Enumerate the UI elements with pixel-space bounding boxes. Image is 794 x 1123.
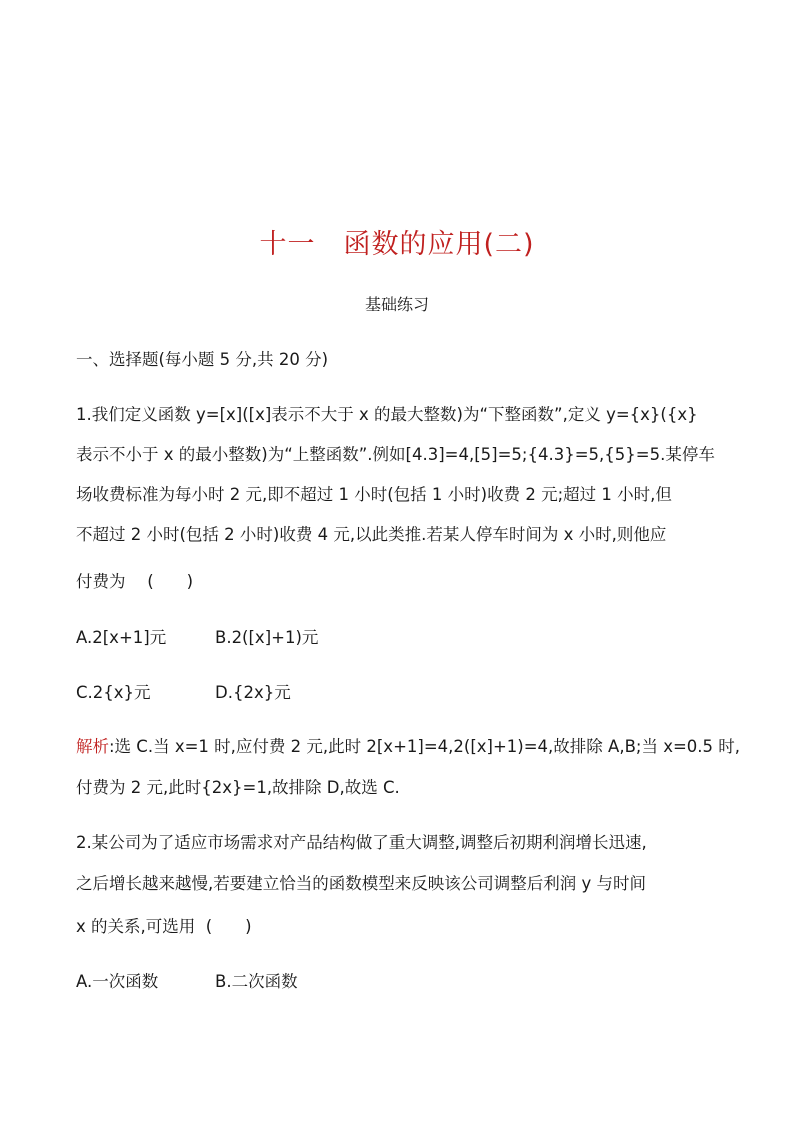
analysis-line-1 <box>76 733 740 757</box>
question-1-line-3: 场收费标准为每小时 2 元,即不超过 1 小时(包括 1 小时)收费 2 元;超过 1 小时,但 <box>76 485 672 504</box>
question-2-line-3: x 的关系,可选用 ( ) <box>76 917 252 936</box>
option-d: D.{2x}元 <box>215 683 291 702</box>
option-a: A.2[x+1]元 <box>76 628 167 647</box>
analysis-text: :选 C.当 x=1 时,应付费 2 元,此时 2[x+1]=4,2([x]+1)=4,故排除 A,B;当 x=0.5 时, <box>109 737 741 756</box>
q2-option-a: A.一次函数 <box>76 972 159 991</box>
q2-option-b: B.二次函数 <box>215 972 298 991</box>
question-1-line-5: 付费为 ( ) <box>76 572 194 591</box>
question-1-line-4: 不超过 2 小时(包括 2 小时)收费 4 元,以此类推.若某人停车时间为 x 小时,则他应 <box>76 525 667 544</box>
question-2-line-2: 之后增长越来越慢,若要建立恰当的函数模型来反映该公司调整后利润 y 与时间 <box>76 874 646 893</box>
question-2-line-1: 2.某公司为了适应市场需求对产品结构做了重大调整,调整后初期利润增长迅速, <box>76 833 647 852</box>
question-1-line-2: 表示不小于 x 的最小整数)为“上整函数”.例如[4.3]=4,[5]=5;{4.3}=5,{5}=5.某停车 <box>76 445 715 464</box>
page-subtitle: 基础练习 <box>364 295 429 314</box>
question-1-line-1: 1.我们定义函数 y=[x]([x]表示不大于 x 的最大整数)为“下整函数”,定义 y={x}({x} <box>76 405 698 424</box>
analysis-label: 解析 <box>76 737 109 756</box>
section-heading: 一、选择题(每小题 5 分,共 20 分) <box>76 350 329 369</box>
analysis-line-2: 付费为 2 元,此时{2x}=1,故排除 D,故选 C. <box>76 778 400 797</box>
page-title: 十一 函数的应用(二) <box>259 229 535 260</box>
option-b: B.2([x]+1)元 <box>215 628 319 647</box>
option-c: C.2{x}元 <box>76 683 151 702</box>
